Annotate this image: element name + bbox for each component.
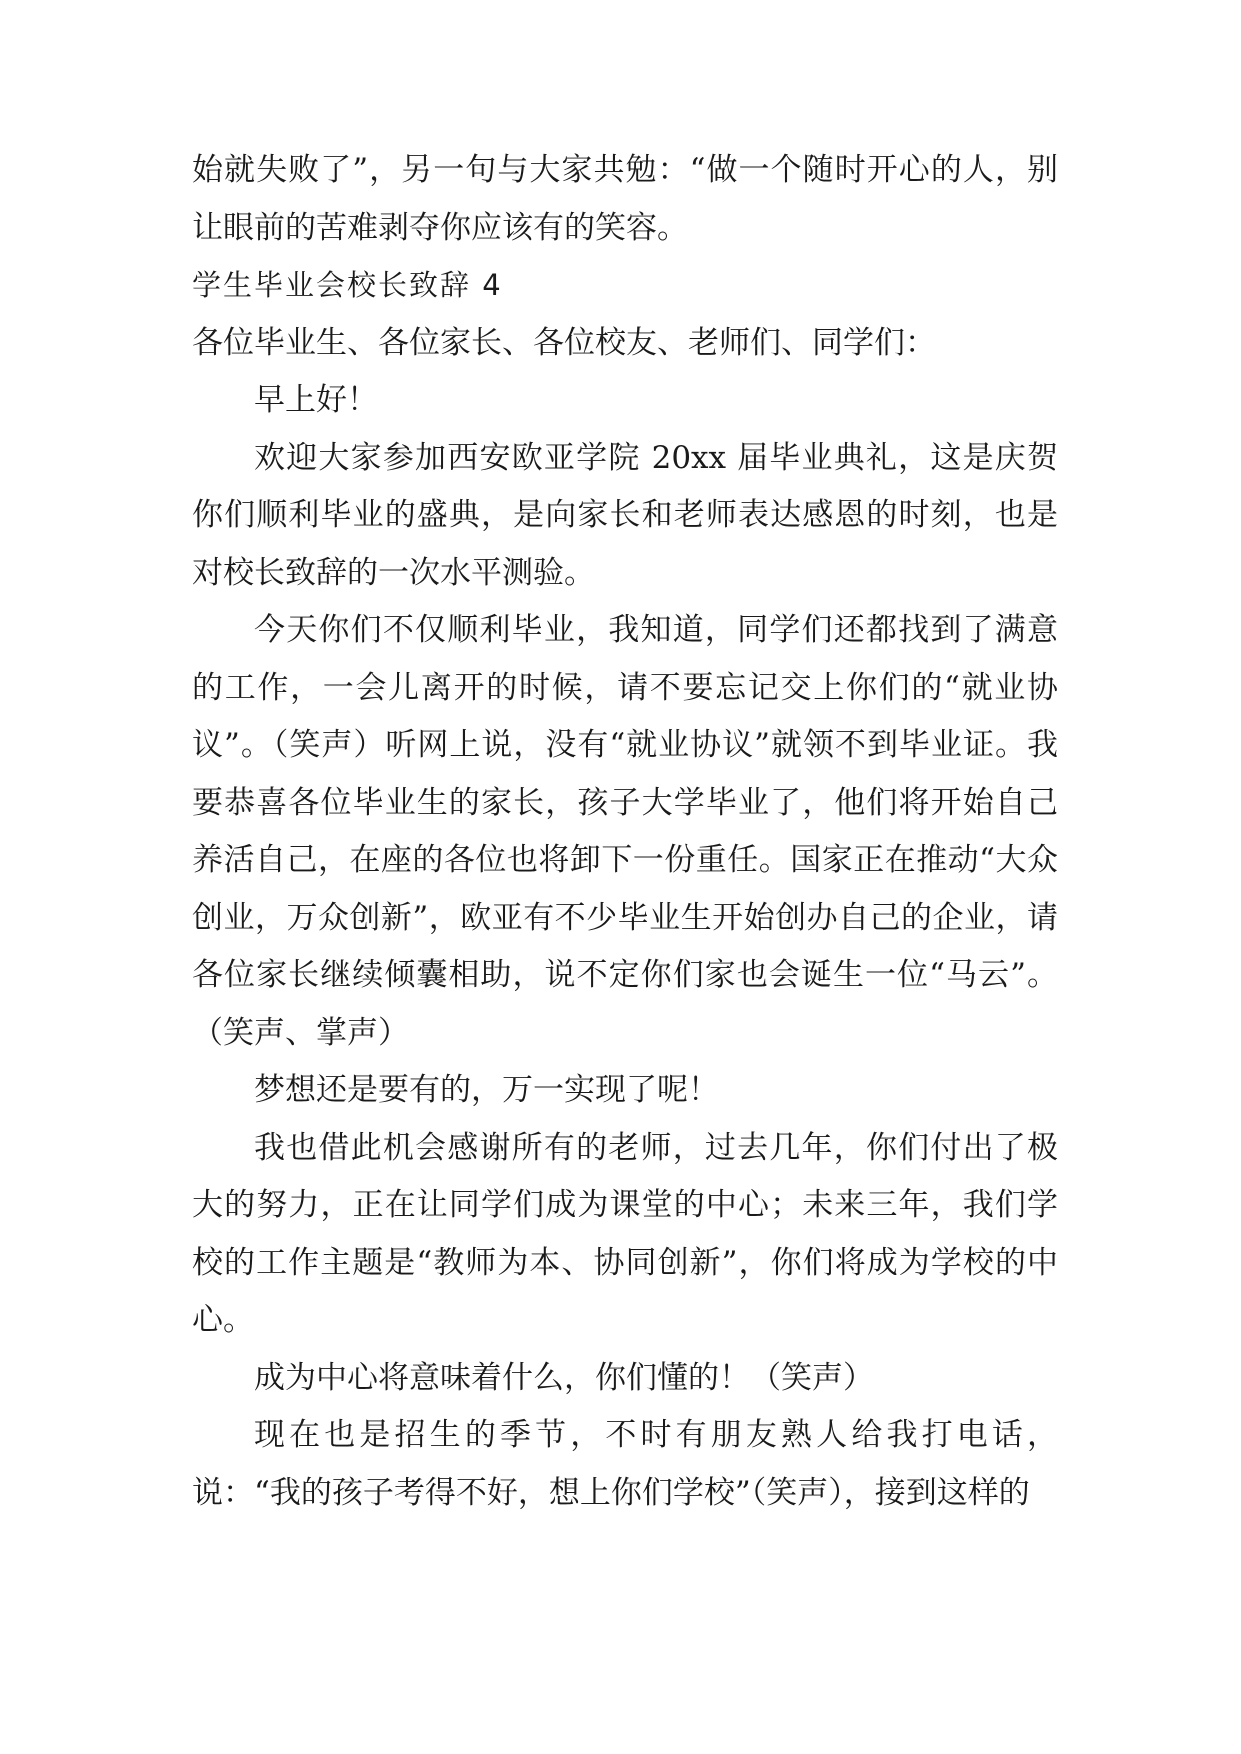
paragraph-teachers: 我也借此机会感谢所有的老师，过去几年，你们付出了极大的努力，正在让同学们成为课堂的中心；未来三年，我们学校的工作主题是“教师为本、协同创新”，你们将成为学校的中心。	[192, 1129, 1058, 1338]
paragraph-continuation: 始就失败了”，另一句与大家共勉：“做一个随时开心的人，别让眼前的苦难剥夺你应该有的笑容。	[192, 152, 1058, 246]
paragraph-graduation: 今天你们不仅顺利毕业，我知道，同学们还都找到了满意的工作，一会儿离开的时候，请不要忘记交上你们的“就业协议”。（笑声）听网上说，没有“就业协议”就领不到毕业证。我要恭喜各位毕业生的家长，孩子大学毕业了，他们将开始自己养活自己，在座的各位也将卸下一份重任。国家正在推动“大众创业，万众创新”，欧亚有不少毕业生开始创办自己的企业，请各位家长继续倾囊相助，说不定你们家也会诞生一位“马云”。（笑声、掌声）	[192, 612, 1058, 1051]
document-body	[192, 142, 1058, 1522]
greeting: 早上好！	[254, 382, 378, 418]
section-heading: 学生毕业会校长致辞 4	[192, 268, 503, 302]
paragraph-welcome: 欢迎大家参加西安欧亚学院 20xx 届毕业典礼，这是庆贺你们顺利毕业的盛典，是向家长和老师表达感恩的时刻，也是对校长致辞的一次水平测验。	[192, 439, 1058, 591]
paragraph-dream: 梦想还是要有的，万一实现了呢！	[254, 1072, 719, 1108]
paragraph-center: 成为中心将意味着什么，你们懂的！（笑声）	[254, 1359, 874, 1396]
salutation: 各位毕业生、各位家长、各位校友、老师们、同学们：	[192, 324, 936, 361]
paragraph-enrollment: 现在也是招生的季节，不时有朋友熟人给我打电话，说：“我的孩子考得不好，想上你们学校”（笑声），接到这样的	[192, 1417, 1058, 1511]
